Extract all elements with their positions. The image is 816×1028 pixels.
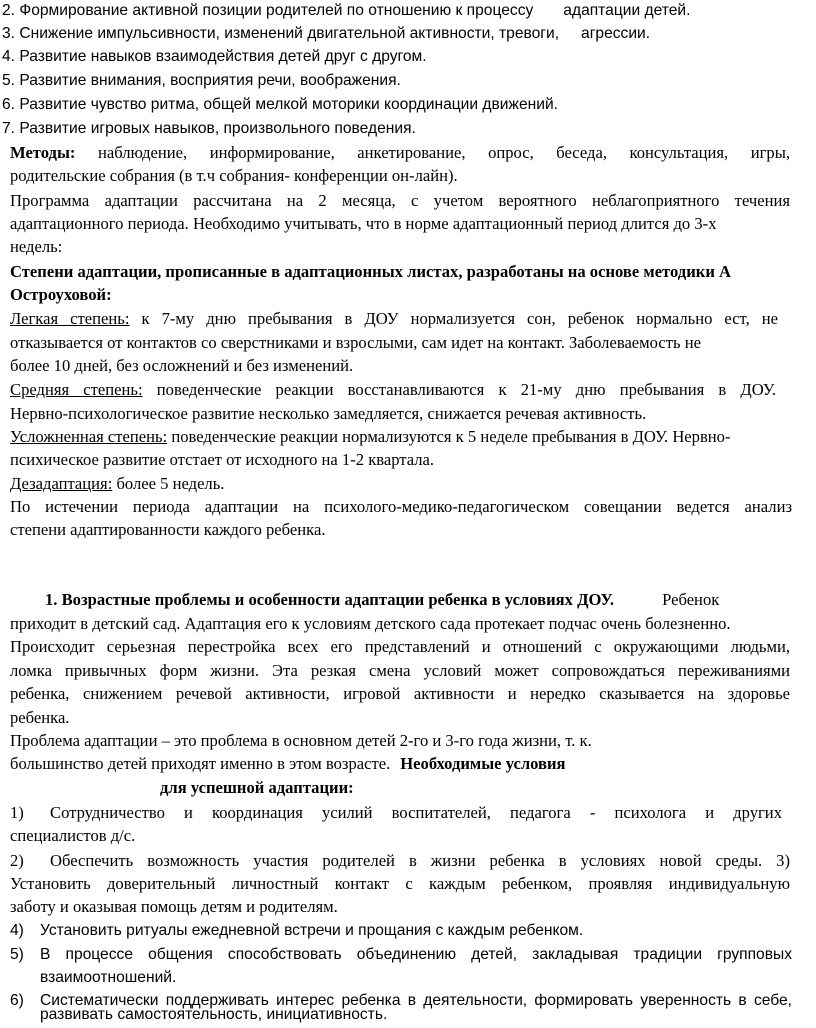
medium-degree-label: Средняя степень: bbox=[10, 380, 143, 399]
complicated-degree-line-2: психическое развитие отстает от исходного на 1-2 квартала. bbox=[10, 450, 435, 469]
degrees-heading-2: Остроуховой: bbox=[10, 285, 112, 304]
list-item-text-2: развивать самостоятельность, инициативность. bbox=[40, 1006, 388, 1023]
list-item-text: Установить ритуалы ежедневной встречи и прощания с каждым ребенком. bbox=[40, 922, 584, 939]
section-paragraph-line: Происходит серьезная перестройка всех его представлений и отношений с окружающими людьми, bbox=[10, 637, 790, 656]
dezadaptation-label: Дезадаптация: bbox=[10, 474, 113, 493]
dezadaptation-text: более 5 недель. bbox=[116, 474, 225, 493]
methods-text: наблюдение, информирование, анкетирование, опрос, беседа, консультация, игры, bbox=[97, 143, 790, 162]
methods-label: Методы: bbox=[10, 143, 76, 162]
section-paragraph-line: ребенка, снижением речевой активности, игровой активности и нередко сказывается на здоровье bbox=[10, 684, 790, 703]
medium-degree-line-2: Нервно-психологическое развитие несколько замедляется, снижается речевая активность. bbox=[10, 404, 647, 423]
conclusion-line-2: степени адаптированности каждого ребенка. bbox=[10, 520, 326, 539]
goal-item bbox=[2, 0, 690, 22]
program-line: Программа адаптации рассчитана на 2 месяца, с учетом вероятного неблагоприятного течения bbox=[10, 191, 790, 210]
list-item-text: В процессе общения способствовать объединению детей, закладывая традиции групповых bbox=[40, 946, 792, 963]
goal-item: 6. Развитие чувство ритма, общей мелкой моторики координации движений. bbox=[2, 96, 558, 113]
goal-text-end: адаптации детей. bbox=[563, 2, 691, 19]
light-degree-line-3: более 10 дней, без осложнений и без изменений. bbox=[10, 356, 354, 375]
complicated-degree-line bbox=[10, 425, 731, 448]
conditions-heading: Необходимые условия bbox=[400, 754, 566, 773]
degrees-heading: Степени адаптации, прописанные в адаптационных листах, разработаны на основе методики А bbox=[10, 262, 732, 281]
condition-number: 2) bbox=[10, 851, 24, 870]
conditions-heading-2: для успешной адаптации: bbox=[160, 778, 354, 797]
condition-text: Сотрудничество и координация усилий воспитателей, педагога - психолога и других bbox=[50, 803, 782, 822]
medium-degree-line bbox=[10, 378, 776, 401]
methods-line-2: родительские собрания (в т.ч собрания- конференции он-лайн). bbox=[10, 166, 458, 185]
section-paragraph-line: Проблема адаптации – это проблема в основном детей 2-го и 3-го года жизни, т. к. bbox=[10, 731, 592, 750]
program-line: недель: bbox=[10, 237, 63, 256]
section-paragraph-line: ребенка. bbox=[10, 708, 70, 727]
condition-text-3: заботу и оказывая помощь детям и родителям. bbox=[10, 897, 338, 916]
goal-text: 3. Снижение импульсивности, изменений двигательной активности, тревоги, bbox=[2, 25, 560, 42]
conclusion-line: По истечении периода адаптации на психолого-медико-педагогическом совещании ведется анализ bbox=[10, 497, 792, 516]
list-number: 5) bbox=[10, 946, 24, 963]
program-line: адаптационного периода. Необходимо учитывать, что в норме адаптационный период длится до 3-х bbox=[10, 214, 717, 233]
list-number: 4) bbox=[10, 922, 24, 939]
goal-item: 5. Развитие внимания, восприятия речи, воображения. bbox=[2, 72, 401, 89]
condition-number: 1) bbox=[10, 803, 24, 822]
complicated-degree-label: Усложненная степень: bbox=[10, 427, 168, 446]
dezadaptation-line bbox=[10, 472, 224, 495]
light-degree-label: Легкая степень: bbox=[10, 309, 130, 328]
goal-item: 4. Развитие навыков взаимодействия детей друг с другом. bbox=[2, 48, 427, 65]
light-degree-line bbox=[10, 307, 778, 330]
goal-item bbox=[2, 22, 650, 45]
condition-text-2: Установить доверительный личностный контакт с каждым ребенком, проявляя индивидуальную bbox=[10, 874, 790, 893]
light-degree-text: к 7-му дню пребывания в ДОУ нормализуется сон, ребенок нормально ест, не bbox=[129, 309, 778, 328]
section-heading-line bbox=[45, 588, 719, 611]
medium-degree-text: поведенческие реакции восстанавливаются к 21-му дню пребывания в ДОУ. bbox=[156, 380, 776, 399]
condition-text-2: специалистов д/с. bbox=[10, 826, 136, 845]
list-number: 6) bbox=[10, 992, 24, 1009]
goal-text-end: агрессии. bbox=[581, 25, 651, 42]
complicated-degree-text: поведенческие реакции нормализуются к 5 неделе пребывания в ДОУ. Нервно- bbox=[171, 427, 731, 446]
section-paragraph-line bbox=[10, 752, 566, 775]
section-paragraph-line: приходит в детский сад. Адаптация его к условиям детского сада протекает подчас очень болезненно. bbox=[10, 614, 731, 633]
condition-text: Обеспечить возможность участия родителей в жизни ребенка в условиях новой среды. 3) bbox=[50, 851, 790, 870]
goal-item: 7. Развитие игровых навыков, произвольного поведения. bbox=[2, 120, 416, 137]
light-degree-line-2: отказывается от контактов со сверстниками и взрослыми, сам идет на контакт. Заболеваемость не bbox=[10, 333, 701, 352]
section-paragraph-line: ломка привычных форм жизни. Эта резкая смена условий может сопровождаться переживаниями bbox=[10, 661, 790, 680]
list-item-text-2: взаимоотношений. bbox=[40, 969, 177, 986]
list-item-text: Систематически поддерживать интерес ребенка в деятельности, формировать уверенность в себе, bbox=[40, 992, 792, 1009]
section-heading-tail: Ребенок bbox=[662, 590, 720, 609]
section-heading: 1. Возрастные проблемы и особенности адаптации ребенка в условиях ДОУ. bbox=[45, 590, 615, 609]
goal-text: 2. Формирование активной позиции родителей по отношению к процессу bbox=[2, 2, 534, 19]
methods-line bbox=[10, 141, 790, 164]
section-line-text: большинство детей приходят именно в этом возрасте. bbox=[10, 754, 391, 773]
